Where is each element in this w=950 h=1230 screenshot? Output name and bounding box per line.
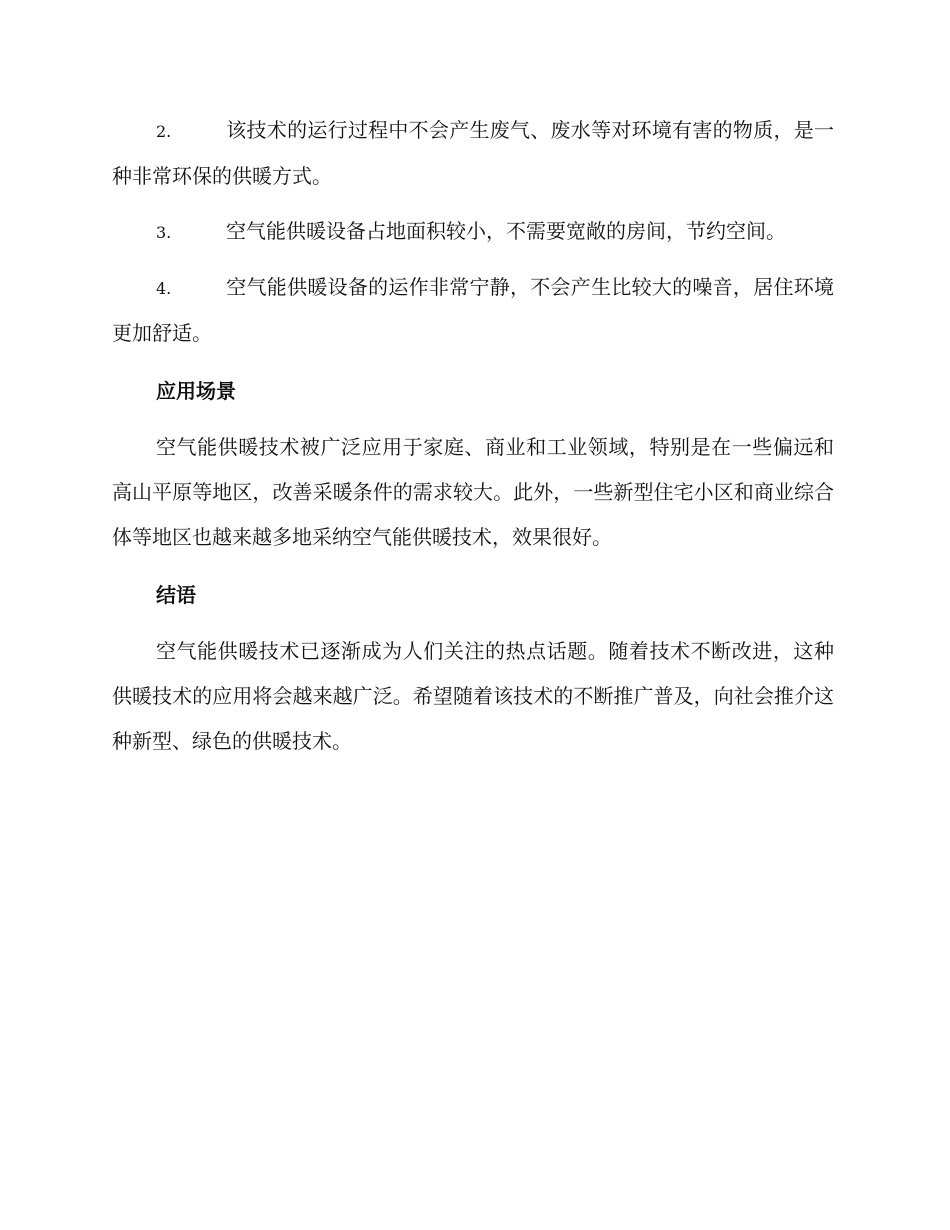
document-body: [112, 108, 834, 764]
section-paragraph-conclusion: 空气能供暖技术已逐渐成为人们关注的热点话题。随着技术不断改进，这种供暖技术的应用将会越来越广泛。希望随着该技术的不断推广普及，向社会推介这种新型、绿色的供暖技术。: [112, 639, 834, 753]
list-text: 该技术的运行过程中不会产生废气、废水等对环境有害的物质，是一种非常环保的供暖方式。: [112, 118, 834, 188]
list-number: 2.: [156, 122, 172, 141]
section-paragraph-application: 空气能供暖技术被广泛应用于家庭、商业和工业领域，特别是在一些偏远和高山平原等地区，改善采暖条件的需求较大。此外，一些新型住宅小区和商业综合体等地区也越来越多地采纳空气能供暖技术，效果很好。: [112, 435, 834, 549]
list-text: 空气能供暖设备占地面积较小，不需要宽敞的房间，节约空间。: [226, 219, 786, 243]
section-heading-conclusion: 结语: [156, 583, 196, 607]
section-heading-application: 应用场景: [156, 379, 236, 403]
list-item: [112, 265, 834, 356]
list-number: 4.: [156, 279, 172, 298]
list-item: [112, 108, 834, 199]
list-text: 空气能供暖设备的运作非常宁静，不会产生比较大的噪音，居住环境更加舒适。: [112, 275, 834, 345]
list-item: [112, 209, 834, 255]
list-number: 3.: [156, 223, 172, 242]
